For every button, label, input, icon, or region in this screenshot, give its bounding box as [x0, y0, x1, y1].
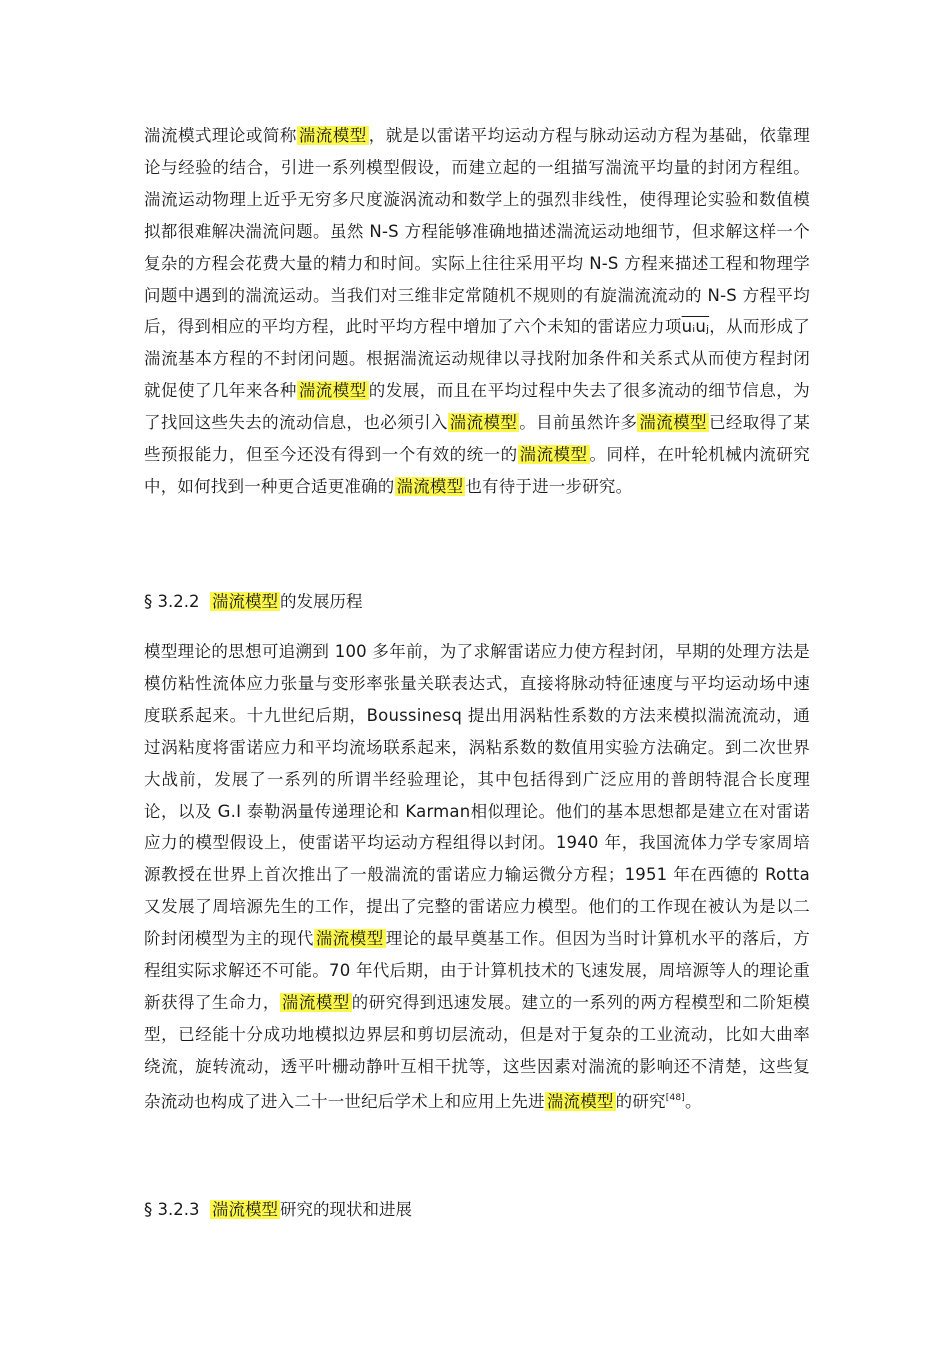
text-run: 的研究得到迅速发展。建立的一系列的两方程模型和二阶矩模型，已经能十分成功地模拟边界层和剪切层流动，但是对于复杂的工业流动，比如大曲率绕流，旋转流动，透平叶栅动静叶互相干扰等，这些因素对湍流的影响还不清楚，这些复杂流动也构成了进入二十一世纪后学术上和应用上先进: [144, 992, 810, 1111]
highlighted-term: 湍流模型: [298, 126, 367, 145]
paragraph-model-history: [144, 636, 810, 1118]
reynolds-stress-term: uᵢuⱼ: [681, 317, 710, 337]
text-run: 模型理论的思想可追溯到 100 多年前，为了求解雷诺应力使方程封闭，早期的处理方法是模仿粘性流体应力张量与变形率张量关联表达式，直接将脉动特征速度与平均运动场中速度联系起来。十九世纪后期，Boussinesq 提出用涡粘性系数的方法来模拟湍流流动，通过涡粘度将雷诺应力和平均流场联系起来，涡粘系数的数值用实验方法确定。到二次世界大战前，发展了一系列的所谓半经验理论，其中包括得到广泛应用的普朗特混合长度理论，以及 G.I 泰勒涡量传递理论和 Karman相似理论。他们的基本思想都是建立在对雷诺应力的模型假设上，使雷诺平均运动方程组得以封闭。1940 年，我国流体力学专家周培源教授在世界上首次推出了一般湍流的雷诺应力输运微分方程；1951 年在西德的 Rotta 又发展了周培源先生的工作，提出了完整的雷诺应力模型。他们的工作现在被认为是以二阶封闭模型为主的现代: [144, 642, 810, 949]
text-run: 。目前虽然许多: [519, 413, 638, 433]
highlighted-term: 湍流模型: [449, 413, 518, 433]
text-run: 的发展，而且在平均过程中失去了很多流动的细节信息，为了找回这些失去的流动信息，也必须引入: [144, 381, 810, 433]
highlighted-term: 湍流模型: [639, 413, 707, 433]
section-number: § 3.2.2: [144, 592, 200, 611]
text-run: 已经取得了某些预报能力，但至今还没有得到一个有效的统一的: [144, 413, 811, 465]
text-run: 。同样，在叶轮机械内流研究中，如何找到一种更合适更准确的: [144, 445, 811, 496]
highlighted-term: 湍流模型: [281, 992, 350, 1012]
section-heading-3-2-2: [144, 588, 810, 616]
highlighted-term: 湍流模型: [546, 1091, 614, 1111]
section-title: 研究的现状和进展: [279, 1200, 412, 1219]
text-run: 的研究: [615, 1091, 666, 1111]
highlighted-term: 湍流模型: [298, 381, 367, 401]
text-run: ，从而形成了湍流基本方程的不封闭问题。根据湍流运动规律以寻找附加条件和关系式从而使方程封闭就促使了几年来各种: [144, 317, 810, 401]
highlighted-term: 湍流模型: [211, 1200, 278, 1219]
text-run: 也有待于进一步研究。: [465, 476, 633, 496]
text-run: ，就是以雷诺平均运动方程与脉动运动方程为基础，依靠理论与经验的结合，引进一系列模型假设，而建立起的一组描写湍流平均量的封闭方程组。湍流运动物理上近乎无穷多尺度漩涡流动和数学上的强烈非线性，使得理论实验和数值模拟都很难解决湍流问题。虽然 N-S 方程能够准确地描述湍流运动地细节，但求解这样一个复杂的方程会花费大量的精力和时间。实际上往往采用平均 N-S 方程来描述工程和物理学问题中遇到的湍流运动。当我们对三维非定常随机不规则的有旋湍流流动的 N-S 方程平均后，得到相应的平均方程，此时平均方程中增加了六个未知的雷诺应力项: [144, 126, 810, 337]
text-run: 。: [685, 1091, 702, 1111]
highlighted-term: 湍流模型: [315, 929, 384, 949]
citation-ref[interactable]: [48]: [665, 1092, 686, 1103]
section-number: § 3.2.3: [144, 1200, 200, 1219]
text-run: 理论的最早奠基工作。但因为当时计算机水平的落后，方程组实际求解还不可能。70 年代后期，由于计算机技术的飞速发展，周培源等人的理论重新获得了生命力，: [144, 929, 810, 1012]
text-run: 湍流模式理论或简称: [144, 126, 297, 145]
highlighted-term: 湍流模型: [211, 592, 278, 611]
section-heading-3-2-3: [144, 1196, 810, 1224]
section-title: 的发展历程: [279, 592, 363, 611]
paragraph-turbulence-model-intro: [144, 120, 810, 503]
highlighted-term: 湍流模型: [519, 445, 588, 465]
highlighted-term: 湍流模型: [396, 476, 464, 496]
